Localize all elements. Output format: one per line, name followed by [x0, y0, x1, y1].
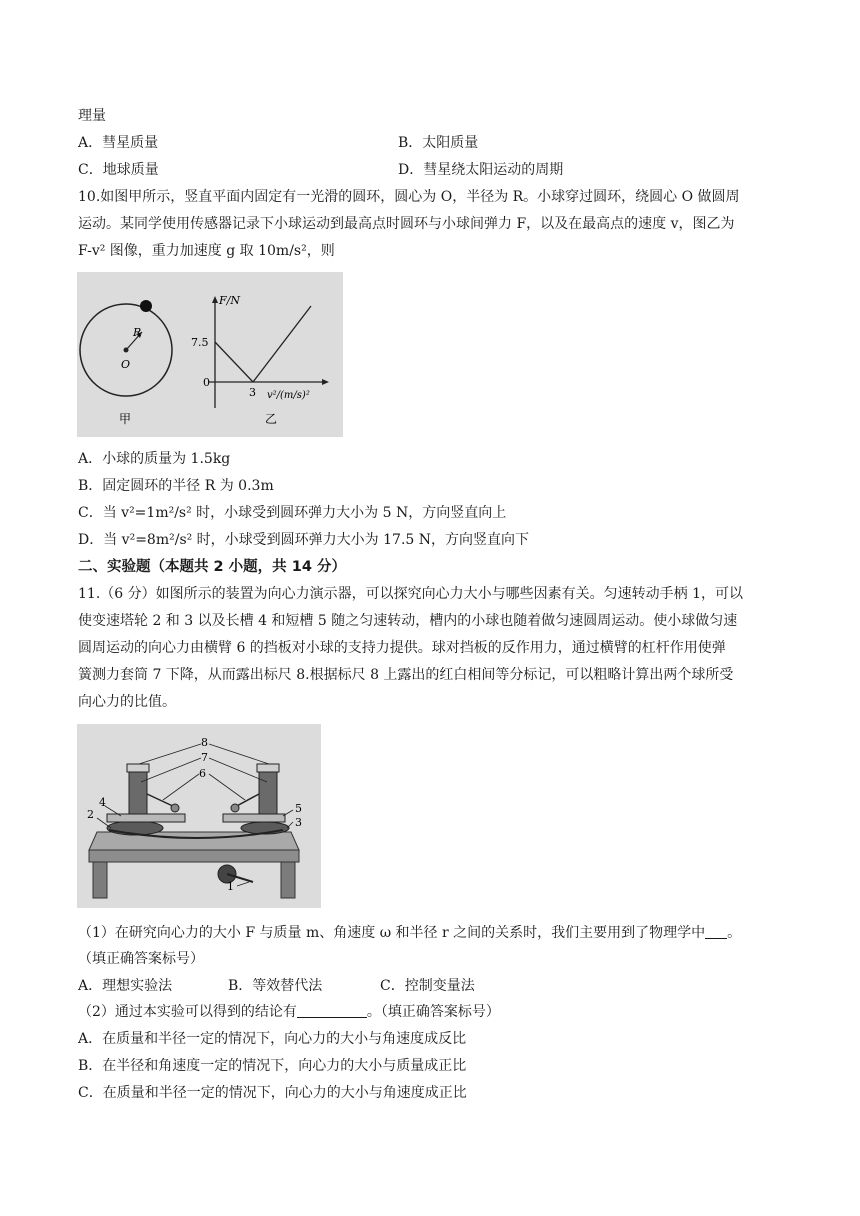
q11-sub2-end: 。（填正确答案标号）	[366, 1004, 500, 1020]
radius-label: R	[133, 326, 142, 339]
q9-options-row-2	[78, 158, 788, 182]
q11-sub1-option-a: A．理想实验法	[78, 978, 173, 994]
q11-stem-line-3: 圆周运动的向心力由横臂 6 的挡板对小球的支持力提供。球对挡板的反作用力，通过横臂的杠杆作用使弹	[78, 640, 726, 656]
spring-sleeve-left	[129, 768, 147, 814]
tick-label-origin: 0	[203, 376, 210, 389]
leader-8a	[139, 744, 201, 764]
ball	[140, 300, 152, 312]
q11-sub1-line-1	[78, 921, 788, 945]
long-groove-4	[107, 814, 185, 822]
table-leg-left	[93, 862, 107, 898]
label-8: 8	[201, 736, 208, 749]
q11-stem-line-1: 11.（6 分）如图所示的装置为向心力演示器，可以探究向心力大小与哪些因素有关。匀速转动手柄 1，可以	[78, 586, 743, 602]
section-title: 二、实验题（本题共 2 小题，共 14 分）	[78, 559, 346, 575]
q11-sub2-text: （2）通过本实验可以得到的结论有	[78, 1004, 297, 1020]
q11-sub1-end: 。	[727, 925, 742, 941]
label-4: 4	[99, 796, 106, 809]
answer-blank-1[interactable]	[705, 924, 727, 939]
scale-8-left	[127, 764, 149, 772]
label-2: 2	[87, 808, 94, 821]
q11-stem-line-4: 簧测力套筒 7 下降，从而露出标尺 8.根据标尺 8 上露出的红白相间等分标记，可以粗略计算出两个球所受	[78, 667, 734, 683]
q10-option-a: A．小球的质量为 1.5kg	[78, 451, 231, 467]
q10-stem-line-1: 10.如图甲所示，竖直平面内固定有一光滑的圆环，圆心为 O，半径为 R。小球穿过圆环，绕圆心 O 做圆周	[78, 189, 740, 205]
caption-jia: 甲	[119, 412, 132, 426]
y-axis-label: F/N	[219, 294, 240, 307]
center-label: O	[121, 358, 131, 371]
q9-option-d: D．彗星绕太阳运动的周期	[398, 162, 564, 178]
q11-stem-line-2: 使变速塔轮 2 和 3 以及长槽 4 和短槽 5 随之匀速转动，槽内的小球也随着做匀速圆周运动。使小球做匀速	[78, 613, 738, 629]
q11-sub2-line-1	[78, 1000, 788, 1024]
leader-6a	[163, 774, 199, 800]
spring-sleeve-right	[259, 768, 277, 814]
q10-option-c: C．当 v²=1m²/s² 时，小球受到圆环弹力大小为 5 N，方向竖直向上	[78, 505, 507, 521]
tick-label-7-5: 7.5	[191, 336, 209, 349]
table-top	[89, 832, 299, 850]
ball-right	[231, 804, 239, 812]
q11-sub1-option-c: C．控制变量法	[380, 978, 475, 994]
label-6: 6	[199, 767, 206, 780]
graph-line-descending	[215, 342, 253, 382]
label-3: 3	[295, 816, 302, 829]
table-leg-right	[281, 862, 295, 898]
label-1: 1	[227, 880, 234, 893]
q9-option-a: A．彗星质量	[78, 135, 159, 151]
q11-sub1-options	[78, 974, 788, 998]
x-axis-label: v²/(m/s)²	[267, 390, 310, 401]
leader-1	[237, 882, 249, 886]
caption-yi: 乙	[265, 412, 278, 426]
y-axis-arrow-icon	[212, 296, 218, 303]
graph-line-ascending	[253, 306, 311, 382]
q11-stem-line-5: 向心力的比值。	[78, 694, 176, 710]
q10-stem-line-3: F-v² 图像，重力加速度 g 取 10m/s²，则	[78, 243, 335, 259]
leader-5	[283, 810, 293, 816]
q11-sub2-option-b: B．在半径和角速度一定的情况下，向心力的大小与质量成正比	[78, 1058, 467, 1074]
q9-option-b: B．太阳质量	[398, 135, 479, 151]
q10-option-b: B．固定圆环的半径 R 为 0.3m	[78, 478, 274, 494]
q9-option-c: C．地球质量	[78, 162, 159, 178]
q10-stem-line-2: 运动。某同学使用传感器记录下小球运动到最高点时圆环与小球间弹力 F，以及在最高点的速度 v，图乙为	[78, 216, 735, 232]
label-7: 7	[201, 751, 208, 764]
answer-blank-2[interactable]	[297, 1003, 367, 1018]
leader-3	[287, 822, 293, 828]
q9-tail: 理量	[78, 108, 106, 124]
q10-figure	[77, 272, 343, 437]
q11-sub2-option-a: A．在质量和半径一定的情况下，向心力的大小与角速度成反比	[78, 1031, 467, 1047]
label-5: 5	[295, 802, 302, 815]
q11-apparatus-figure	[77, 724, 321, 908]
short-groove-5	[223, 814, 285, 822]
q10-option-d: D．当 v²=8m²/s² 时，小球受到圆环弹力大小为 17.5 N，方向竖直向下	[78, 532, 530, 548]
q11-sub1-line-2: （填正确答案标号）	[78, 951, 204, 967]
tick-label-3: 3	[249, 386, 256, 399]
q11-sub2-option-c: C．在质量和半径一定的情况下，向心力的大小与角速度成正比	[78, 1085, 467, 1101]
tower-wheel-2	[107, 821, 163, 835]
ball-left	[171, 804, 179, 812]
leader-7a	[141, 758, 201, 782]
leader-6b	[209, 774, 245, 800]
scale-8-right	[257, 764, 279, 772]
q11-sub1-text: （1）在研究向心力的大小 F 与质量 m、角速度 ω 和半径 r 之间的关系时，我们主要用到了物理学中	[78, 925, 706, 941]
table-front	[89, 850, 299, 862]
x-axis-arrow-icon	[322, 379, 329, 385]
q11-sub1-option-b: B．等效替代法	[228, 978, 323, 994]
leader-8b	[209, 744, 269, 764]
q9-options-row-1	[78, 131, 788, 155]
